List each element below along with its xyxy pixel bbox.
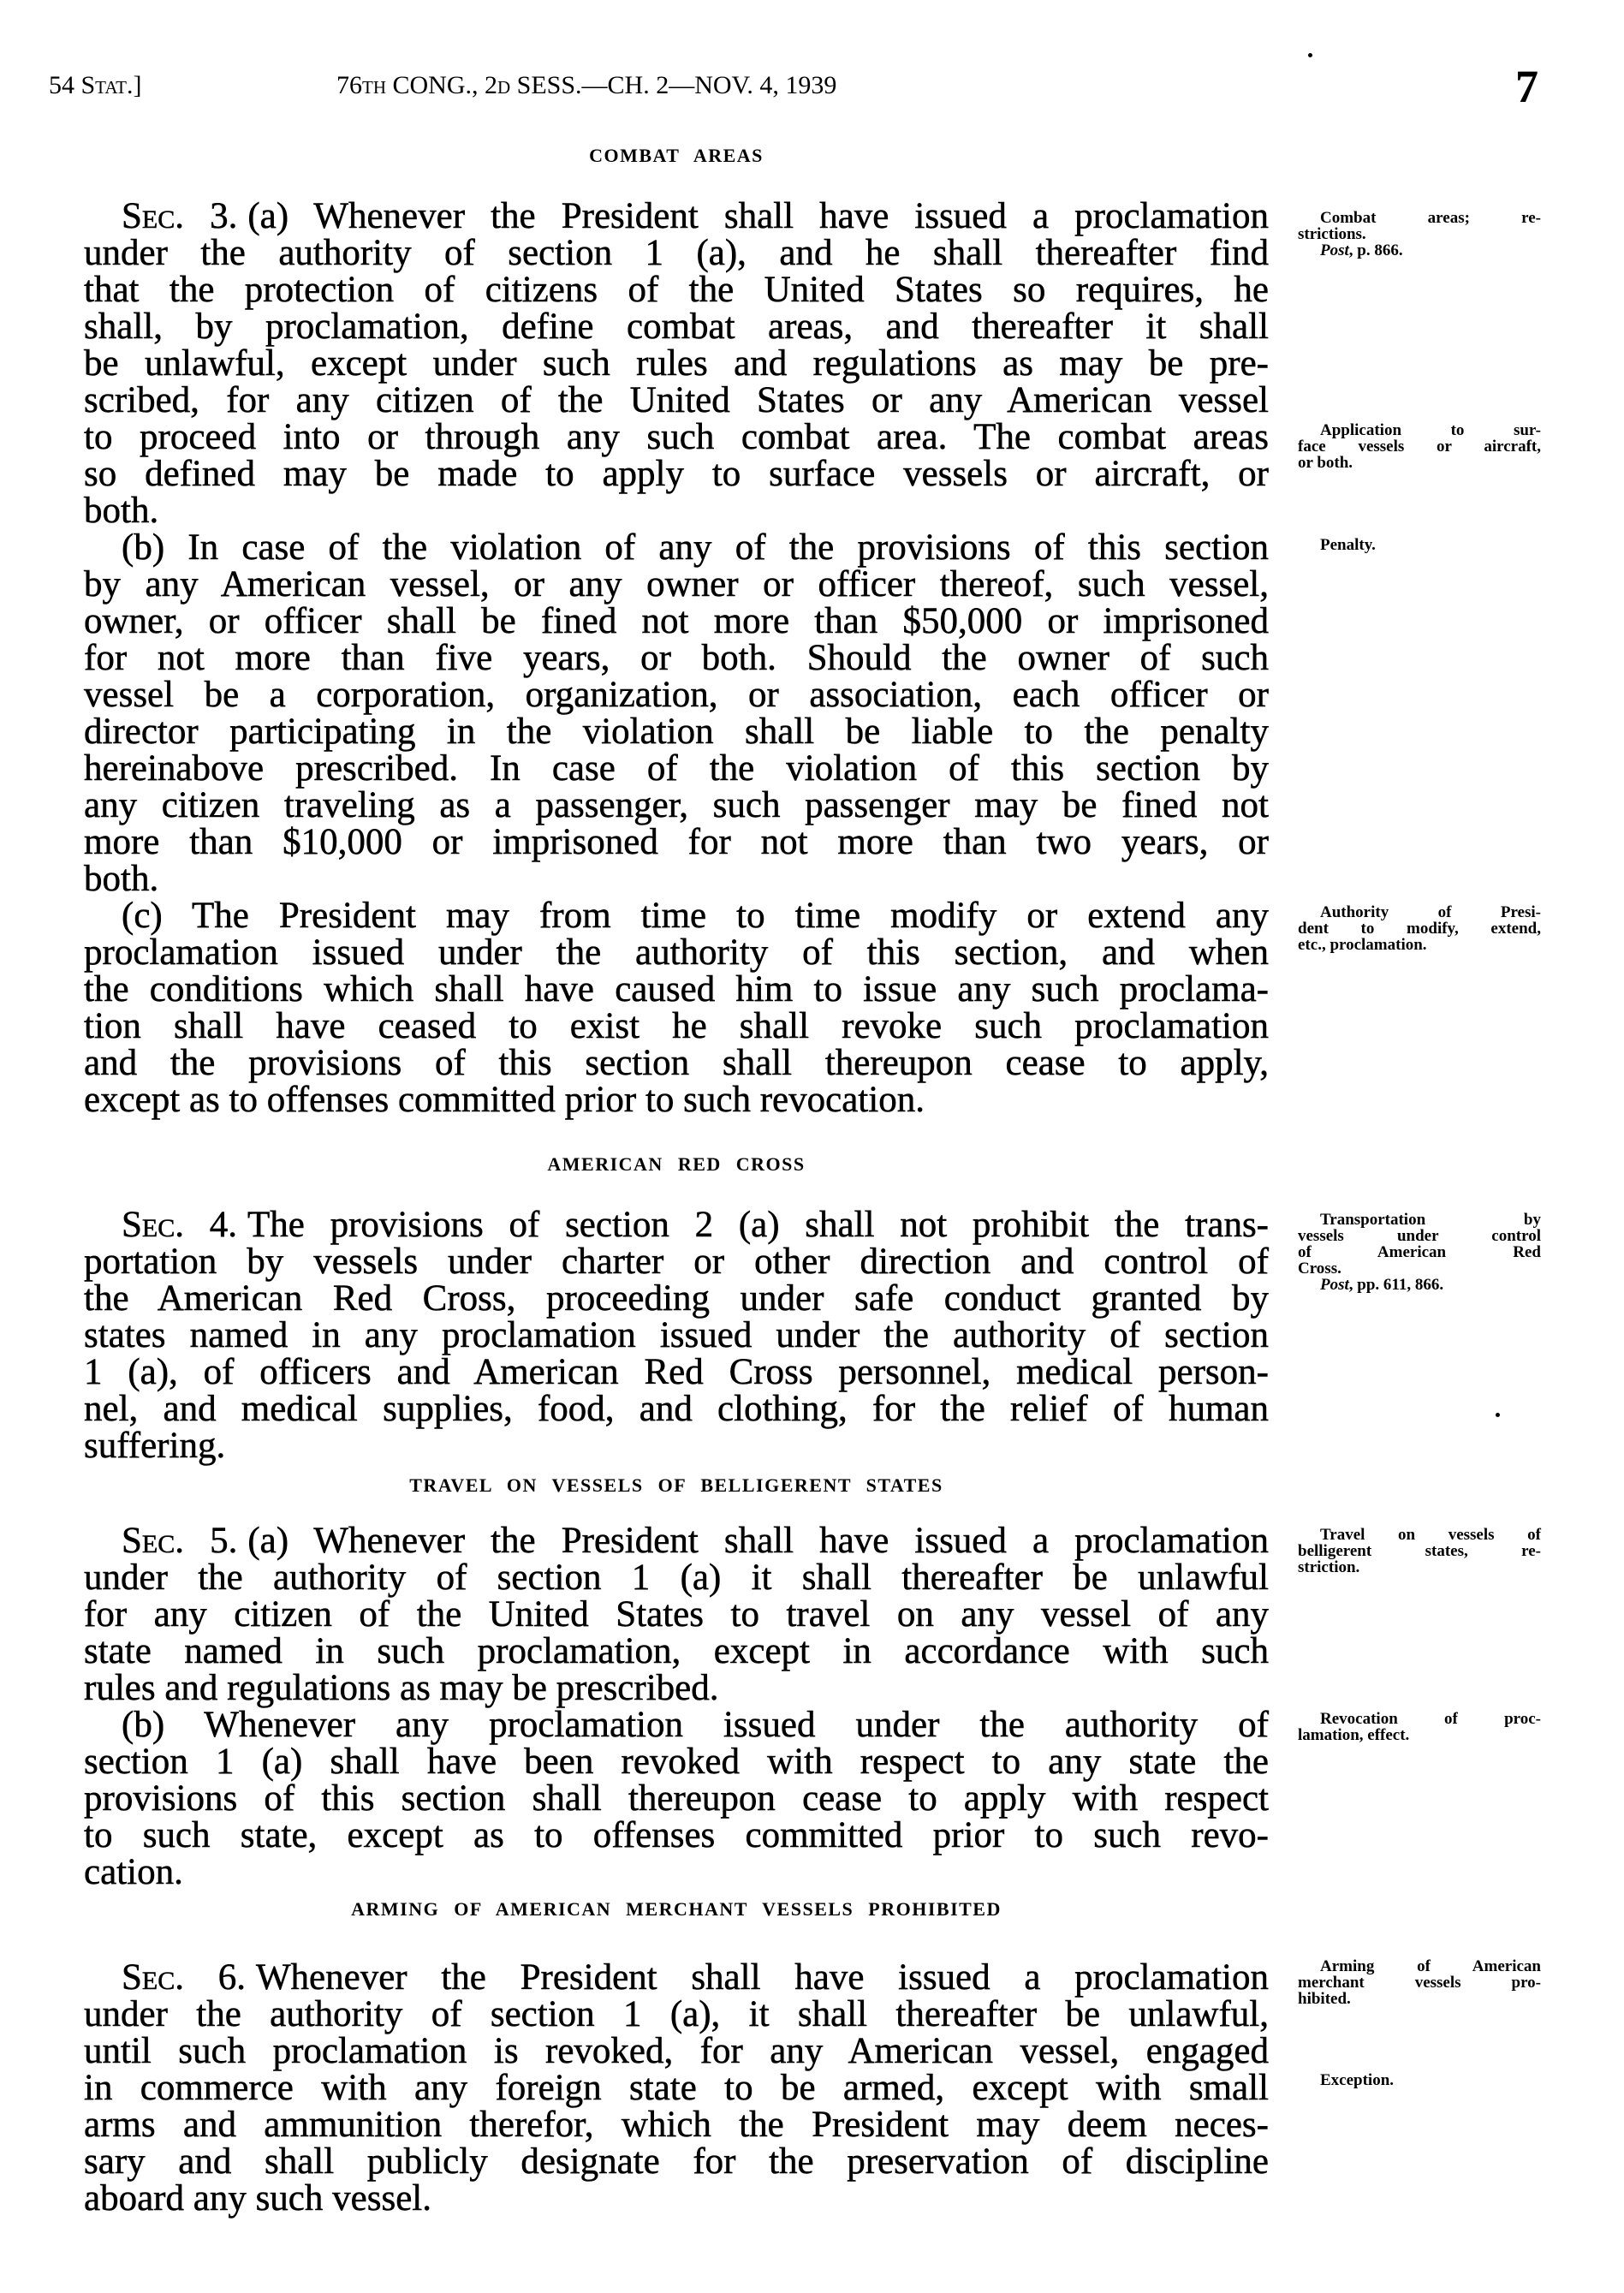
text-line xyxy=(84,1008,1269,1045)
margin-note-exception xyxy=(1298,2072,1541,2088)
line-text: under the authority of section 1 (a), it shall thereafter be unlawful, xyxy=(84,1994,1269,2034)
text-line xyxy=(84,419,1269,456)
running-head-volume: 54 Stat.] xyxy=(49,71,142,99)
margin-note-line: dent to modify, extend, xyxy=(1298,920,1541,938)
margin-note-line: Transportation by xyxy=(1320,1211,1541,1229)
line-text: under the authority of section 1 (a), and he shall thereafter find xyxy=(84,233,1269,273)
margin-note-line: Authority of Presi- xyxy=(1320,903,1541,921)
line-text: section 1 (a) shall have been revoked with respect to any state the xyxy=(84,1742,1269,1782)
line-text: that the protection of citizens of the United States so requires, he xyxy=(84,270,1269,310)
section-label: Sec. 6. xyxy=(122,1957,246,1998)
line-text: 1 (a), of officers and American Red Cross personnel, medical person- xyxy=(84,1352,1269,1392)
line-text: (a) Whenever the President shall have issued a proclamation xyxy=(247,1521,1270,1561)
text-line xyxy=(84,1206,1269,1243)
text-line xyxy=(84,1427,1269,1464)
text-line xyxy=(84,1280,1269,1317)
line-text: for not more than five years, or both. Should the owner of such xyxy=(84,638,1269,678)
margin-note-line: hibited. xyxy=(1298,1990,1351,2008)
text-line xyxy=(84,529,1269,566)
line-text: both. xyxy=(84,491,159,531)
text-line xyxy=(84,345,1269,382)
heading-american-red-cross: AMERICAN RED CROSS xyxy=(547,1153,806,1175)
text-line xyxy=(84,271,1269,308)
section-label: Sec. 3. xyxy=(122,196,238,236)
margin-note-line: Exception. xyxy=(1320,2071,1395,2089)
margin-note-line: or both. xyxy=(1298,454,1353,472)
line-text: under the authority of section 1 (a) it shall thereafter be unlawful xyxy=(84,1557,1269,1598)
margin-note-line: of American Red xyxy=(1298,1243,1541,1261)
line-text: more than $10,000 or imprisoned for not more than two years, or xyxy=(84,822,1269,862)
text-line xyxy=(84,1854,1269,1891)
margin-note-line: striction. xyxy=(1298,1558,1360,1576)
line-text: The provisions of section 2 (a) shall not prohibit the trans- xyxy=(247,1205,1270,1245)
text-line xyxy=(84,1081,1269,1118)
margin-note-line: Arming of American xyxy=(1320,1957,1541,1975)
margin-note-penalty xyxy=(1298,537,1541,553)
heading-combat-areas: COMBAT AREAS xyxy=(589,145,764,166)
margin-note-line: etc., proclamation. xyxy=(1298,936,1427,954)
text-line xyxy=(84,2070,1269,2106)
text-line xyxy=(84,1522,1269,1559)
cross-reference-prefix: Post xyxy=(1320,241,1349,259)
text-line xyxy=(84,603,1269,640)
section-5-paragraph-b xyxy=(84,1706,1269,1891)
line-text: in commerce with any foreign state to be armed, except with small xyxy=(84,2068,1269,2108)
line-text: suffering. xyxy=(84,1426,226,1466)
line-text: portation by vessels under charter or other direction and control of xyxy=(84,1242,1269,1282)
section-label: Sec. 4. xyxy=(122,1205,237,1245)
text-line xyxy=(84,2143,1269,2180)
heading-travel-on-vessels: TRAVEL ON VESSELS OF BELLIGERENT STATES xyxy=(409,1474,943,1496)
margin-note-line: Travel on vessels of xyxy=(1320,1526,1541,1544)
text-line xyxy=(84,934,1269,971)
cross-reference xyxy=(1298,242,1541,259)
text-line xyxy=(84,1743,1269,1780)
cross-reference xyxy=(1298,1277,1541,1293)
text-line xyxy=(84,861,1269,897)
text-line xyxy=(84,971,1269,1008)
line-text: and the provisions of this section shall thereupon cease to apply, xyxy=(84,1043,1269,1083)
line-text: both. xyxy=(84,859,159,899)
line-text: scribed, for any citizen of the United States or any American vessel xyxy=(84,380,1269,420)
text-line xyxy=(84,1633,1269,1670)
margin-note-line: face vessels or aircraft, xyxy=(1298,438,1541,456)
line-text: so defined may be made to apply to surface vessels or aircraft, or xyxy=(84,454,1269,494)
text-line xyxy=(84,1670,1269,1706)
margin-note-line: Revocation of proc- xyxy=(1320,1710,1541,1728)
line-text: until such proclamation is revoked, for any American vessel, engaged xyxy=(84,2031,1269,2071)
line-text: by any American vessel, or any owner or officer thereof, such vessel, xyxy=(84,564,1269,605)
text-line xyxy=(84,1780,1269,1817)
margin-note-line: vessels under control xyxy=(1298,1227,1541,1245)
text-line xyxy=(84,566,1269,603)
line-text: arms and ammunition therefor, which the President may deem neces- xyxy=(84,2105,1269,2145)
line-text: any citizen traveling as a passenger, such passenger may be fined not xyxy=(84,785,1269,825)
section-4-paragraph xyxy=(84,1206,1269,1464)
margin-note-line: strictions. xyxy=(1298,225,1366,243)
margin-note-line: Application to sur- xyxy=(1320,421,1541,439)
scan-speck xyxy=(1496,1413,1500,1417)
text-line xyxy=(84,824,1269,861)
line-text: cation. xyxy=(84,1852,183,1892)
text-line xyxy=(84,308,1269,345)
heading-arming-merchant-vessels: ARMING OF AMERICAN MERCHANT VESSELS PROHIBITED xyxy=(351,1898,1002,1920)
text-line xyxy=(84,1243,1269,1280)
text-line xyxy=(84,1596,1269,1633)
text-line xyxy=(84,2180,1269,2217)
text-line xyxy=(84,713,1269,750)
line-text: states named in any proclamation issued under the authority of section xyxy=(84,1315,1269,1355)
text-line xyxy=(84,640,1269,676)
cross-reference-pages: , pp. 611, 866. xyxy=(1348,1276,1444,1294)
line-text: proclamation issued under the authority of this section, and when xyxy=(84,932,1269,973)
text-line xyxy=(84,1559,1269,1596)
text-line xyxy=(84,750,1269,787)
text-line xyxy=(84,1354,1269,1391)
line-text: (b) Whenever any proclamation issued under the authority of xyxy=(122,1705,1269,1745)
text-line xyxy=(84,1996,1269,2033)
margin-note-combat-areas xyxy=(1298,210,1541,259)
margin-note-line: Combat areas; re- xyxy=(1320,209,1541,227)
scan-speck xyxy=(1308,53,1312,57)
line-text: be unlawful, except under such rules and regulations as may be pre- xyxy=(84,343,1269,384)
text-line xyxy=(84,492,1269,529)
margin-note-travel xyxy=(1298,1527,1541,1575)
line-text: hereinabove prescribed. In case of the violation of this section by xyxy=(84,748,1269,789)
line-text: to such state, except as to offenses committed prior to such revo- xyxy=(84,1815,1269,1855)
text-line xyxy=(84,1959,1269,1996)
margin-note-transportation xyxy=(1298,1212,1541,1293)
section-5-paragraph-a xyxy=(84,1522,1269,1706)
margin-note-line: Cross. xyxy=(1298,1260,1341,1278)
cross-reference-pages: , p. 866. xyxy=(1348,241,1403,259)
text-line xyxy=(84,1045,1269,1081)
line-text: sary and shall publicly designate for the preservation of discipline xyxy=(84,2141,1269,2182)
text-line xyxy=(84,676,1269,713)
margin-note-line: Penalty. xyxy=(1320,536,1376,554)
margin-note-authority xyxy=(1298,904,1541,953)
line-text: except as to offenses committed prior to such revocation. xyxy=(84,1080,925,1120)
running-head-session: 76th CONG., 2d SESS.—CH. 2—NOV. 4, 1939 xyxy=(336,71,837,99)
section-3-paragraph-c xyxy=(84,897,1269,1118)
line-text: director participating in the violation shall be liable to the penalty xyxy=(84,712,1269,752)
line-text: Whenever the President shall have issued a proclamation xyxy=(255,1957,1270,1998)
line-text: to proceed into or through any such combat area. The combat areas xyxy=(84,417,1269,457)
line-text: the American Red Cross, proceeding under safe conduct granted by xyxy=(84,1278,1269,1319)
section-3-paragraph-a xyxy=(84,198,1269,529)
text-line xyxy=(84,1317,1269,1354)
line-text: vessel be a corporation, organization, or association, each officer or xyxy=(84,675,1269,715)
text-line xyxy=(84,2106,1269,2143)
line-text: shall, by proclamation, define combat areas, and thereafter it shall xyxy=(84,307,1269,347)
line-text: (b) In case of the violation of any of the provisions of this section xyxy=(122,527,1269,568)
line-text: provisions of this section shall thereupon cease to apply with respect xyxy=(84,1778,1269,1819)
text-line xyxy=(84,1391,1269,1427)
line-text: for any citizen of the United States to travel on any vessel of any xyxy=(84,1594,1269,1635)
margin-note-line: belligerent states, re- xyxy=(1298,1542,1541,1560)
text-line xyxy=(84,456,1269,492)
line-text: (a) Whenever the President shall have issued a proclamation xyxy=(247,196,1270,236)
margin-note-revocation xyxy=(1298,1711,1541,1743)
line-text: (c) The President may from time to time modify or extend any xyxy=(122,896,1269,936)
section-6-paragraph xyxy=(84,1959,1269,2217)
line-text: the conditions which shall have caused him to issue any such proclama- xyxy=(84,969,1269,1010)
text-line xyxy=(84,198,1269,235)
margin-note-arming xyxy=(1298,1958,1541,2007)
text-line xyxy=(84,2033,1269,2070)
line-text: state named in such proclamation, except in accordance with such xyxy=(84,1631,1269,1671)
margin-note-line: merchant vessels pro- xyxy=(1298,1974,1541,1992)
text-line xyxy=(84,382,1269,419)
margin-note-application xyxy=(1298,422,1541,471)
section-label: Sec. 5. xyxy=(122,1521,238,1561)
line-text: aboard any such vessel. xyxy=(84,2178,431,2219)
line-text: owner, or officer shall be fined not more than $50,000 or imprisoned xyxy=(84,601,1269,641)
section-3-paragraph-b xyxy=(84,529,1269,897)
text-line xyxy=(84,1706,1269,1743)
line-text: rules and regulations as may be prescribed. xyxy=(84,1668,719,1708)
margin-note-line: lamation, effect. xyxy=(1298,1726,1410,1744)
line-text: nel, and medical supplies, food, and clothing, for the relief of human xyxy=(84,1389,1269,1429)
text-line xyxy=(84,235,1269,271)
cross-reference-prefix: Post xyxy=(1320,1276,1349,1294)
text-line xyxy=(84,787,1269,824)
page-number: 7 xyxy=(1515,61,1538,112)
line-text: tion shall have ceased to exist he shall revoke such proclamation xyxy=(84,1006,1269,1046)
text-line xyxy=(84,897,1269,934)
text-line xyxy=(84,1817,1269,1854)
